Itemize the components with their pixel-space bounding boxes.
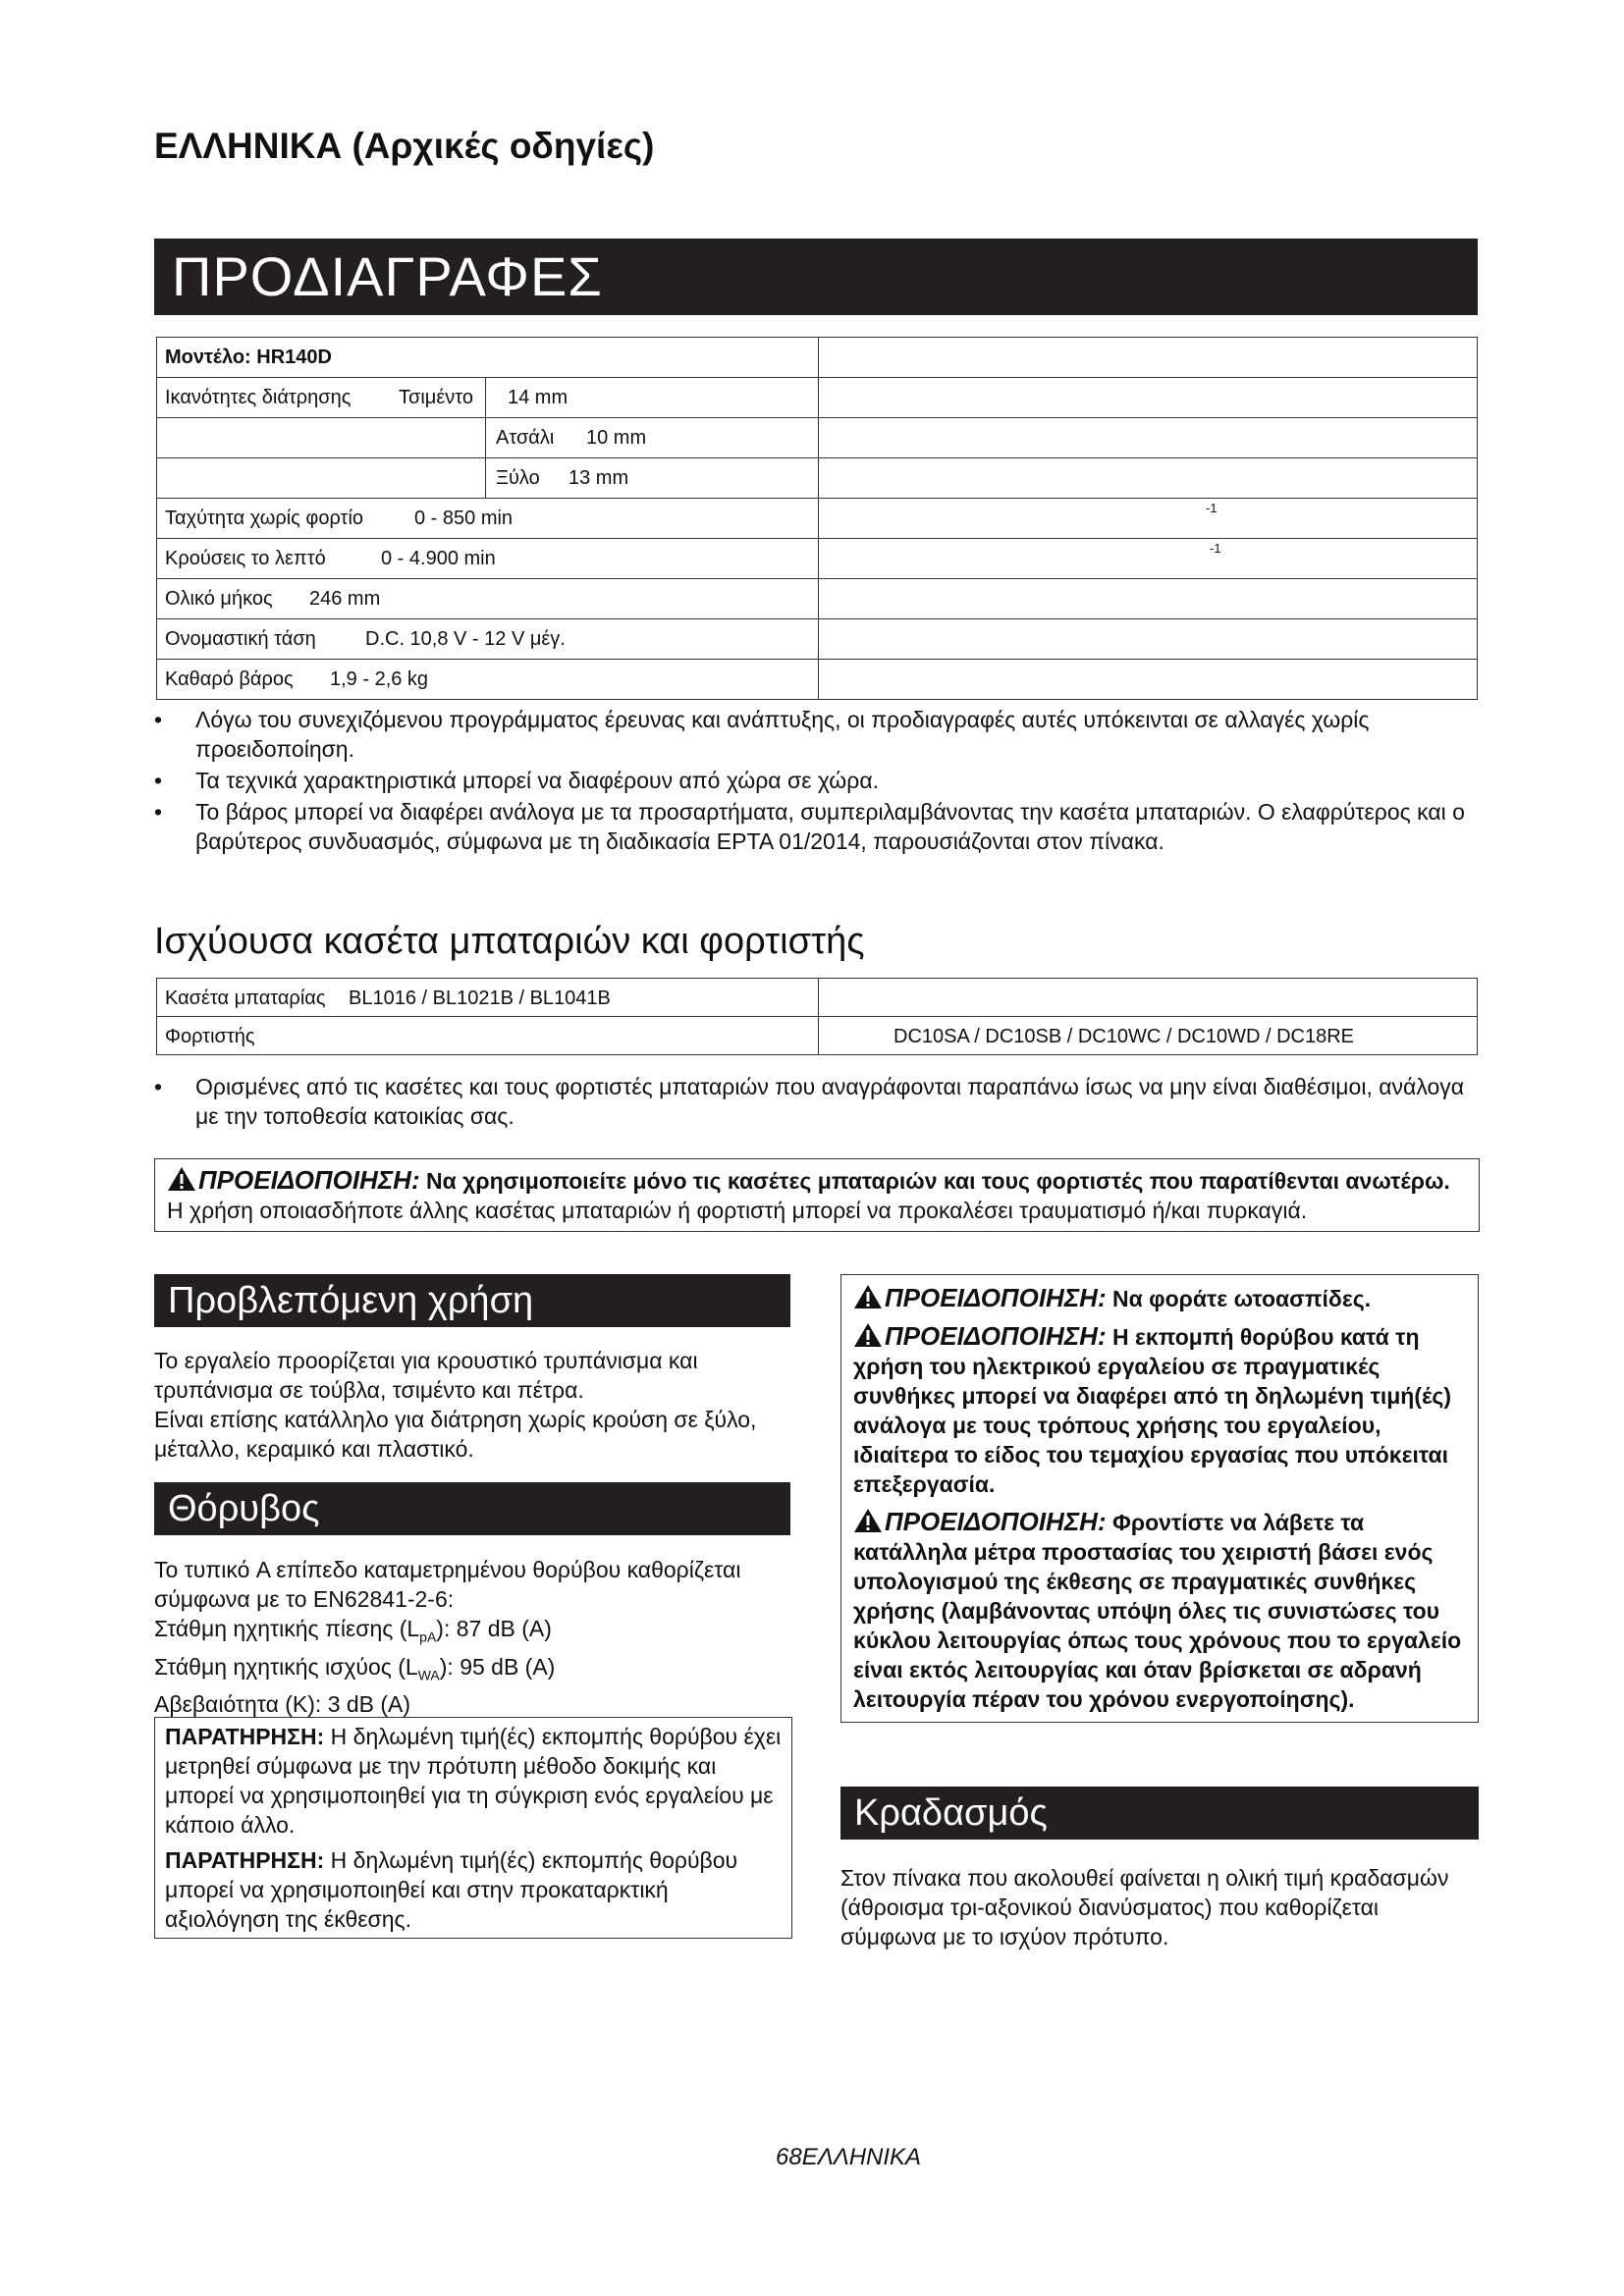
spec-row-weight — [156, 660, 1478, 700]
intended-use-text-1: Το εργαλείο προορίζεται για κρουστικό τρυπάνισμα και τρυπάνισμα σε τούβλα, τσιμέντο και πέτρα. — [154, 1348, 698, 1403]
spec-notes-list — [154, 705, 1478, 858]
column-divider — [818, 579, 819, 618]
warning-icon — [167, 1166, 196, 1192]
battery-cartridge-label: Κασέτα μπαταρίας — [165, 988, 326, 1009]
spec-concrete-label: Τσιμέντο — [399, 387, 473, 408]
noise-warning-1: ΠΡΟΕΙΔΟΠΟΙΗΣΗ: Να φοράτε ωτοασπίδες. — [853, 1283, 1468, 1313]
battery-note: • Ορισμένες από τις κασέτες και τους φορτιστές μπαταριών που αναγράφονται παραπάνω ίσως να μην είναι διαθέσιμοι, ανάλογα με την τοποθεσία κατοικίας σας. — [154, 1072, 1478, 1131]
spec-blows-label: Κρούσεις το λεπτό — [165, 548, 326, 569]
battery-row-charger — [156, 1017, 1478, 1055]
language-title: ΕΛΛΗΝΙΚΑ (Αρχικές οδηγίες) — [154, 126, 655, 166]
noise-header-bar — [154, 1482, 790, 1535]
vibration-title: Κραδασμός — [854, 1792, 1048, 1834]
noise-note-2: ΠΑΡΑΤΗΡΗΣΗ: Η δηλωμένη τιμή(ές) εκπομπής θορύβου μπορεί να χρησιμοποιηθεί και στην προκαταρκτική αξιολόγηση της έκθεσης. — [165, 1847, 738, 1932]
battery-cartridge-value: BL1016 / BL1021B / BL1041B — [349, 988, 611, 1009]
spec-note: • Το βάρος μπορεί να διαφέρει ανάλογα με τα προσαρτήματα, συμπεριλαμβάνοντας την κασέτα μπαταριών. Ο ελαφρύτερος και ο βαρύτερος συνδυασμός, σύμφωνα με τη διαδικασία EPTA 01/2014, παρουσιάζονται στον πίνακα. — [154, 797, 1478, 856]
column-divider — [485, 378, 486, 417]
noise-lpa: Στάθμη ηχητικής πίεσης $(L_{pA})$: 87 dB (A) — [154, 1616, 552, 1645]
column-divider — [818, 418, 819, 457]
column-divider — [818, 660, 819, 699]
battery-charger-label: Φορτιστής — [165, 1026, 255, 1047]
noise-intro: Το τυπικό A επίπεδο καταμετρημένου θορύβου καθορίζεται σύμφωνα με το EN62841-2-6: — [154, 1557, 741, 1612]
spec-wood-label: Ξύλο — [496, 467, 540, 489]
noise-lwa: Στάθμη ηχητικής ισχύος $(L_{WA})$: 95 dB (A) — [154, 1653, 556, 1683]
battery-warning-text: Η χρήση οποιασδήποτε άλλης κασέτας μπαταριών ή φορτιστή μπορεί να προκαλέσει τραυματισμό ή/και πυρκαγιά. — [167, 1198, 1308, 1223]
spec-concrete-value: 14 mm — [508, 387, 568, 408]
spec-row-model — [156, 337, 1478, 378]
spec-steel-label: Ατσάλι — [496, 427, 555, 449]
spec-speed-exponent: -1 — [1206, 501, 1218, 515]
column-divider — [818, 539, 819, 578]
column-divider — [485, 418, 486, 457]
vibration-header-bar — [840, 1787, 1479, 1840]
spec-row-concrete — [156, 378, 1478, 418]
spec-row-length — [156, 579, 1478, 619]
spec-length-value: 246 mm — [309, 588, 381, 610]
battery-row-cartridge — [156, 978, 1478, 1017]
spec-row-steel — [156, 418, 1478, 458]
noise-note-1: ΠΑΡΑΤΗΡΗΣΗ: Η δηλωμένη τιμή(ές) εκπομπής θορύβου έχει μετρηθεί σύμφωνα με την πρότυπη μέθοδο δοκιμής και μπορεί να χρησιμοποιηθεί για τη σύγκριση ενός εργαλείου με κάποιο άλλο. — [165, 1724, 782, 1838]
noise-warning-2: ΠΡΟΕΙΔΟΠΟΙΗΣΗ: Η εκπομπή θορύβου κατά τη χρήση του ηλεκτρικού εργαλείου σε πραγματικές συνθήκες μπορεί να διαφέρει από τη δηλωμένη τιμή(ές) ανάλογα με τους τρόπους χρήσης του εργαλείου, ιδιαίτερα το είδος του τεμαχίου εργασίας που υπόκειται επεξεργασία. — [853, 1321, 1451, 1497]
column-divider — [818, 979, 819, 1016]
spec-weight-value: 1,9 - 2,6 kg — [330, 668, 429, 690]
noise-uncertainty: Αβεβαιότητα (K): 3 dB (A) — [154, 1691, 411, 1718]
battery-charger-value: DC10SA / DC10SB / DC10WC / DC10WD / DC18RE — [893, 1026, 1355, 1047]
spec-speed-value: 0 - 850 min — [414, 507, 514, 529]
noise-note-box — [154, 1717, 792, 1939]
spec-voltage-value: D.C. 10,8 V - 12 V μέγ. — [365, 628, 566, 650]
column-divider — [818, 619, 819, 659]
spec-capacity-label: Ικανότητες διάτρησης — [165, 387, 352, 408]
noise-warning-3: ΠΡΟΕΙΔΟΠΟΙΗΣΗ: Φροντίστε να λάβετε τα κατάλληλα μέτρα προστασίας του χειριστή βάσει ενός υπολογισμού της έκθεσης σε πραγματικές συνθήκες χρήσης (λαμβάνοντας υπόψη όλες τις συνιστώσες του κύκλου λειτουργίας όπως τους χρόνους που το εργαλείο είναι εκτός λειτουργίας και όταν βρίσκεται σε αδρανή λειτουργία πέραν του χρόνου ενεργοποίησης). — [853, 1507, 1462, 1712]
spec-note: • Τα τεχνικά χαρακτηριστικά μπορεί να διαφέρουν από χώρα σε χώρα. — [154, 766, 1478, 795]
note-label: ΠΑΡΑΤΗΡΗΣΗ: — [165, 1724, 325, 1749]
column-divider — [818, 499, 819, 538]
battery-notes-list — [154, 1072, 1478, 1133]
specifications-header-bar — [154, 239, 1478, 315]
battery-warning-box — [154, 1158, 1480, 1232]
battery-section-title: Ισχύουσα κασέτα μπαταριών και φορτιστής — [154, 921, 865, 962]
spec-model: Μοντέλο: HR140D — [165, 347, 332, 368]
spec-speed-label: Ταχύτητα χωρίς φορτίο — [165, 507, 364, 529]
spec-row-blows — [156, 539, 1478, 579]
noise-warnings-box — [840, 1274, 1479, 1723]
intended-use-body — [154, 1346, 790, 1464]
spec-row-speed — [156, 499, 1478, 539]
vibration-text: Στον πίνακα που ακολουθεί φαίνεται η ολική τιμή κραδασμών (άθροισμα τρι-αξονικού διανύσματος) που καθορίζεται σύμφωνα με το ισχύον πρότυπο. — [840, 1865, 1449, 1949]
spec-wood-value: 13 mm — [568, 467, 629, 489]
warning-icon — [853, 1284, 883, 1309]
spec-row-voltage — [156, 619, 1478, 660]
column-divider — [818, 458, 819, 498]
noise-title: Θόρυβος — [168, 1488, 320, 1529]
specifications-title: ΠΡΟΔΙΑΓΡΑΦΕΣ — [172, 245, 603, 307]
spec-steel-value: 10 mm — [586, 427, 647, 449]
warning-label: ΠΡΟΕΙΔΟΠΟΙΗΣΗ: — [198, 1165, 420, 1195]
page-number: 68ΕΛΛΗΝΙΚΑ — [776, 2144, 922, 2170]
intended-use-title: Προβλεπόμενη χρήση — [168, 1280, 534, 1321]
battery-table — [156, 978, 1478, 1055]
column-divider — [818, 1017, 819, 1054]
column-divider — [818, 338, 819, 377]
spec-length-label: Ολικό μήκος — [165, 588, 273, 610]
spec-row-wood — [156, 458, 1478, 499]
warning-icon — [853, 1508, 883, 1533]
battery-warning-bold: Να χρησιμοποιείτε μόνο τις κασέτες μπαταριών και τους φορτιστές που παρατίθενται ανωτέρω. — [426, 1168, 1450, 1194]
note-label: ΠΑΡΑΤΗΡΗΣΗ: — [165, 1847, 325, 1873]
spec-weight-label: Καθαρό βάρος — [165, 668, 294, 690]
warning-icon — [853, 1322, 883, 1348]
spec-blows-exponent: -1 — [1210, 541, 1221, 556]
noise-body — [154, 1555, 792, 1719]
spec-blows-value: 0 - 4.900 min — [381, 548, 496, 569]
column-divider — [818, 378, 819, 417]
column-divider — [485, 458, 486, 498]
intended-use-header-bar — [154, 1274, 790, 1327]
specifications-table — [156, 337, 1478, 700]
spec-note: • Λόγω του συνεχιζόμενου προγράμματος έρευνας και ανάπτυξης, οι προδιαγραφές αυτές υπόκεινται σε αλλαγές χωρίς προειδοποίηση. — [154, 705, 1478, 764]
spec-voltage-label: Ονομαστική τάση — [165, 628, 316, 650]
intended-use-text-2: Είναι επίσης κατάλληλο για διάτρηση χωρίς κρούση σε ξύλο, μέταλλο, κεραμικό και πλαστικό. — [154, 1407, 757, 1462]
